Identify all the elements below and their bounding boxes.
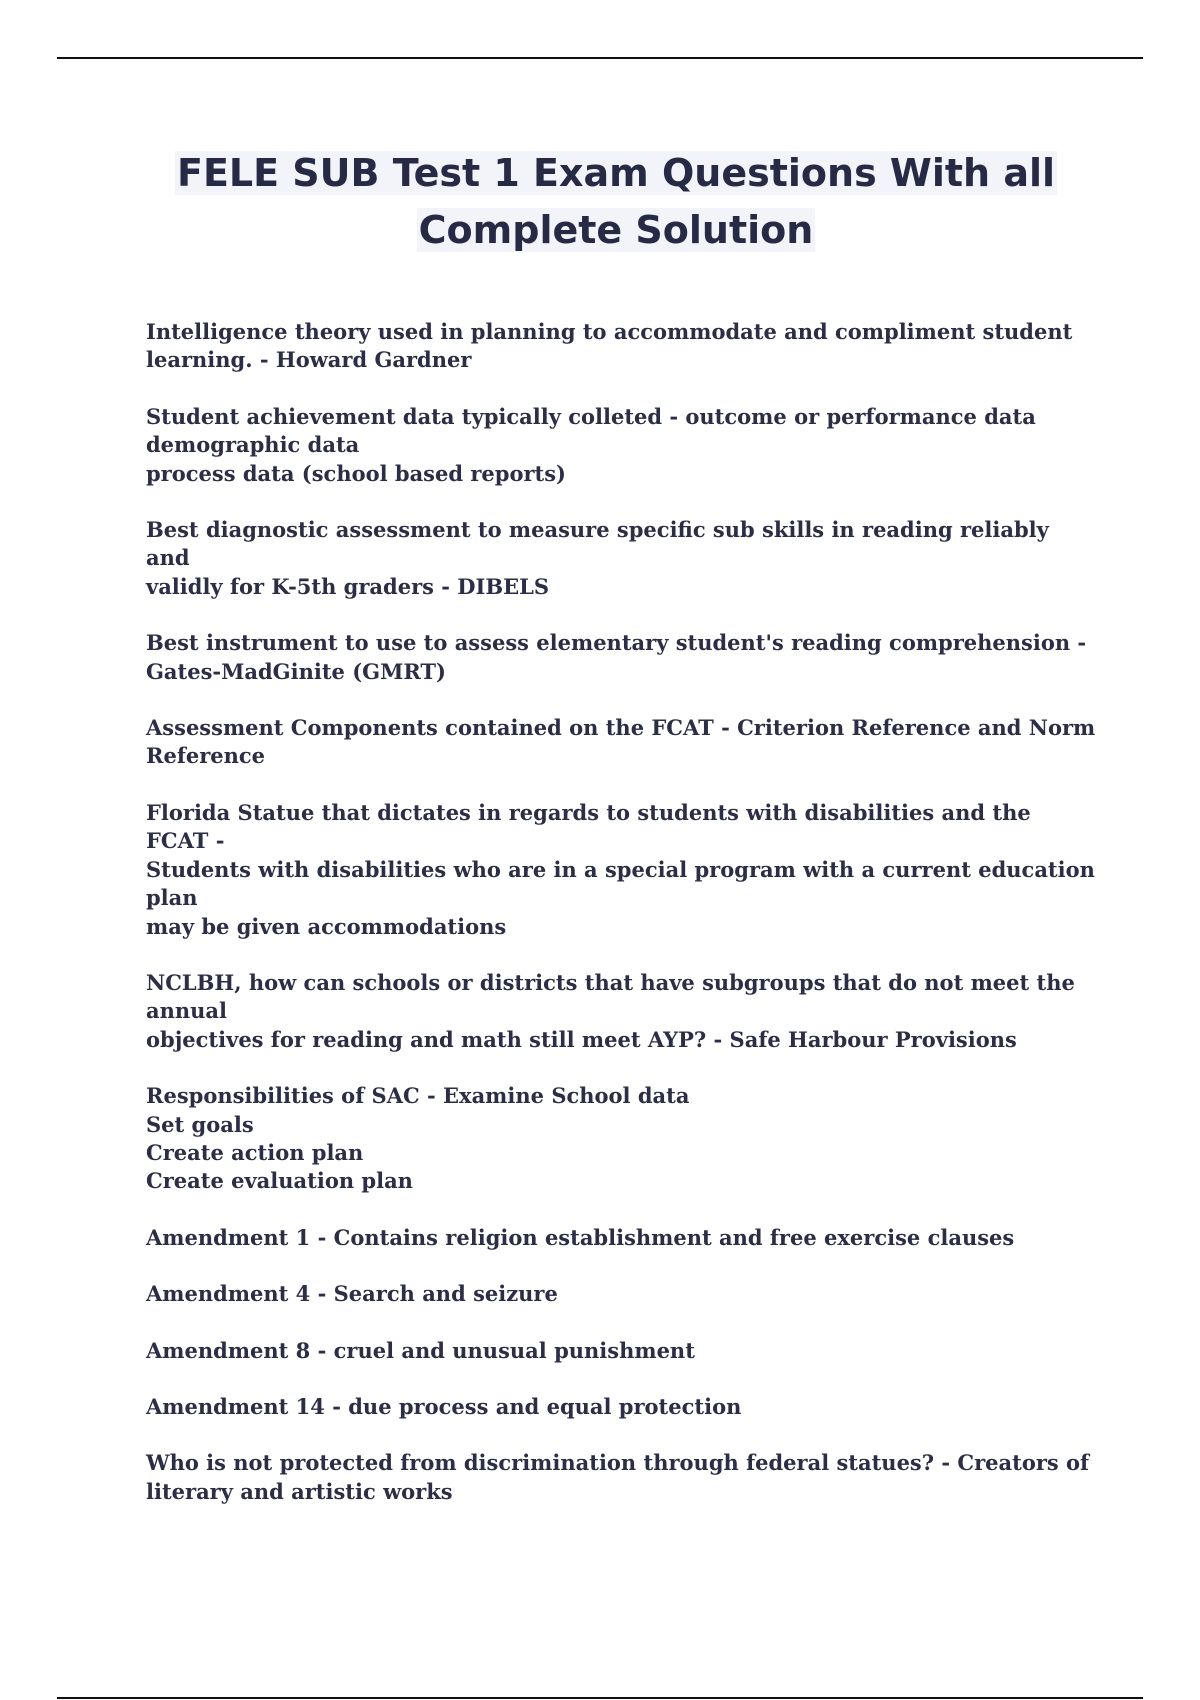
qa-item bbox=[146, 1337, 1096, 1365]
qa-line: process data (school based reports) bbox=[146, 460, 566, 486]
qa-list bbox=[146, 318, 1103, 1534]
qa-line: Responsibilities of SAC - Examine School data bbox=[146, 1083, 690, 1109]
qa-line: may be given accommodations bbox=[146, 913, 507, 939]
title-line-2: Complete Solution bbox=[418, 208, 814, 252]
qa-line: Create action plan bbox=[146, 1139, 364, 1165]
qa-item bbox=[146, 1082, 1096, 1196]
qa-line: Amendment 1 - Contains religion establishment and free exercise clauses bbox=[146, 1224, 1015, 1250]
qa-line: Students with disabilities who are in a special program with a current education plan bbox=[146, 856, 1103, 911]
qa-line: Gates-MadGinite (GMRT) bbox=[146, 658, 446, 684]
qa-line: Amendment 8 - cruel and unusual punishment bbox=[146, 1337, 695, 1363]
qa-line: Who is not protected from discrimination through federal statues? - Creators of bbox=[146, 1450, 1090, 1476]
qa-line: Best instrument to use to assess elementary student's reading comprehension - bbox=[146, 630, 1087, 656]
qa-item bbox=[146, 799, 1103, 941]
qa-line: validly for K-5th graders - DIBELS bbox=[146, 573, 550, 599]
qa-item bbox=[146, 629, 1096, 686]
qa-line: objectives for reading and math still meet AYP? - Safe Harbour Provisions bbox=[146, 1026, 1017, 1052]
qa-item bbox=[146, 516, 1096, 601]
qa-item bbox=[146, 318, 1096, 375]
qa-line: NCLBH, how can schools or districts that have subgroups that do not meet the annual bbox=[146, 969, 1083, 1024]
qa-line: Create evaluation plan bbox=[146, 1168, 413, 1194]
qa-item bbox=[146, 1280, 1096, 1308]
qa-line: Amendment 4 - Search and seizure bbox=[146, 1281, 558, 1307]
qa-line: demographic data bbox=[146, 432, 360, 458]
top-divider bbox=[57, 57, 1143, 59]
qa-line: Florida Statue that dictates in regards to students with disabilities and the FCAT - bbox=[146, 799, 1039, 854]
qa-line: Set goals bbox=[146, 1111, 254, 1137]
qa-line: Best diagnostic assessment to measure specific sub skills in reading reliably and bbox=[146, 517, 1057, 571]
qa-line: literary and artistic works bbox=[146, 1478, 453, 1504]
title-line-1: FELE SUB Test 1 Exam Questions With all bbox=[176, 151, 1056, 195]
qa-item bbox=[146, 1224, 1096, 1252]
qa-line: Intelligence theory used in planning to accommodate and compliment student bbox=[146, 319, 1073, 344]
bottom-divider bbox=[57, 1697, 1143, 1699]
qa-item bbox=[146, 714, 1096, 771]
qa-line: learning. - Howard Gardner bbox=[146, 347, 472, 373]
qa-item bbox=[146, 969, 1096, 1054]
qa-line: Assessment Components contained on the FCAT - Criterion Reference and Norm bbox=[146, 715, 1096, 741]
qa-line: Amendment 14 - due process and equal protection bbox=[146, 1393, 742, 1419]
qa-item bbox=[146, 1393, 1096, 1421]
qa-item bbox=[146, 1449, 1096, 1506]
qa-line: Reference bbox=[146, 743, 266, 769]
qa-line: Student achievement data typically colleted - outcome or performance data bbox=[146, 403, 1036, 429]
qa-item bbox=[146, 403, 1096, 488]
document-title bbox=[100, 145, 1132, 259]
